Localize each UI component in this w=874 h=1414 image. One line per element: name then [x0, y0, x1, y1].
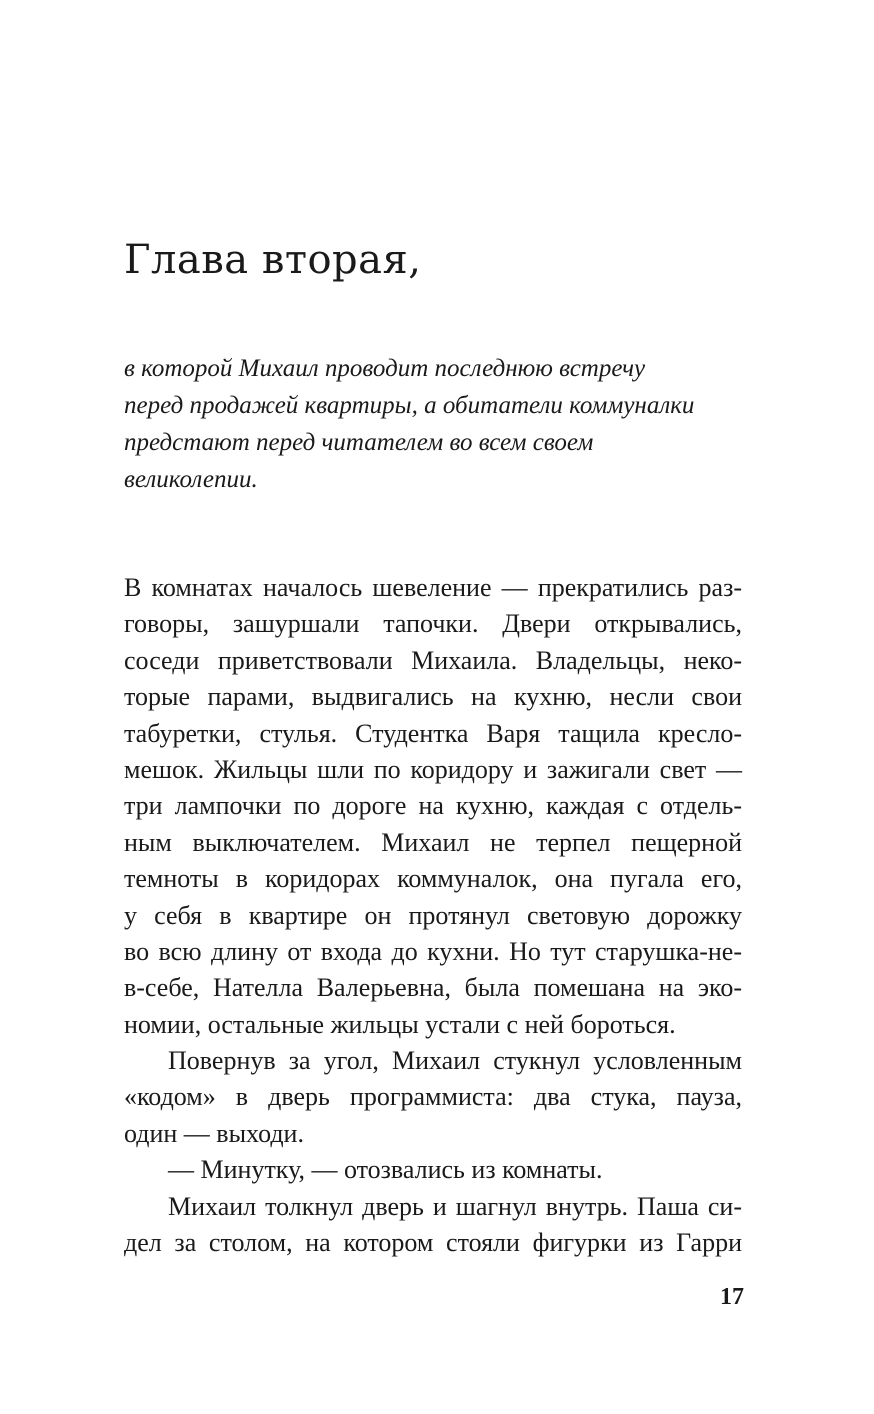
subtitle-line: великолепии. [124, 466, 258, 493]
body-line: говоры, зашуршали тапочки. Двери открывались, [124, 609, 742, 639]
subtitle-line: перед продажей квартиры, а обитатели коммуналки [124, 392, 695, 419]
body-line: мешок. Жильцы шли по коридору и зажигали свет — [124, 754, 742, 784]
subtitle-line: предстают перед читателем во всем своем [124, 429, 594, 456]
chapter-subtitle [124, 350, 764, 498]
body-line: темноты в коридорах коммуналок, она пугала его, [124, 864, 742, 894]
body-line: во всю длину от входа до кухни. Но тут старушка-не- [124, 936, 742, 966]
body-line: Михаил толкнул дверь и шагнул внутрь. Паша си- [168, 1191, 742, 1221]
body-line: торые парами, выдвигались на кухню, несли свои [124, 682, 742, 712]
body-line: «кодом» в дверь программиста: два стука, пауза, [124, 1082, 742, 1112]
body-line: — Минутку, — отозвались из комнаты. [168, 1155, 603, 1185]
body-line: табуретки, стулья. Студентка Варя тащила кресло- [124, 718, 742, 748]
body-line: в-себе, Нателла Валерьевна, была помешана на эко- [124, 973, 742, 1003]
body-line: ным выключателем. Михаил не терпел пещерной [124, 827, 742, 857]
body-line: номии, остальные жильцы устали с ней бороться. [124, 1009, 676, 1039]
body-line: один — выходи. [124, 1118, 304, 1148]
body-line: три лампочки по дороге на кухню, каждая с отдель- [124, 791, 742, 821]
chapter-title: Глава вторая, [124, 237, 422, 283]
body-line: Повернув за угол, Михаил стукнул условленным [168, 1046, 742, 1076]
page-number: 17 [720, 1284, 744, 1310]
body-line: у себя в квартире он протянул световую дорожку [124, 900, 742, 930]
subtitle-line: в которой Михаил проводит последнюю встречу [124, 355, 646, 382]
body-line: дел за столом, на котором стояли фигурки из Гарри [124, 1228, 742, 1258]
body-text [124, 570, 742, 1261]
body-line: соседи приветствовали Михаила. Владельцы, неко- [124, 645, 742, 675]
body-line: В комнатах началось шевеление — прекратились раз- [124, 573, 742, 602]
